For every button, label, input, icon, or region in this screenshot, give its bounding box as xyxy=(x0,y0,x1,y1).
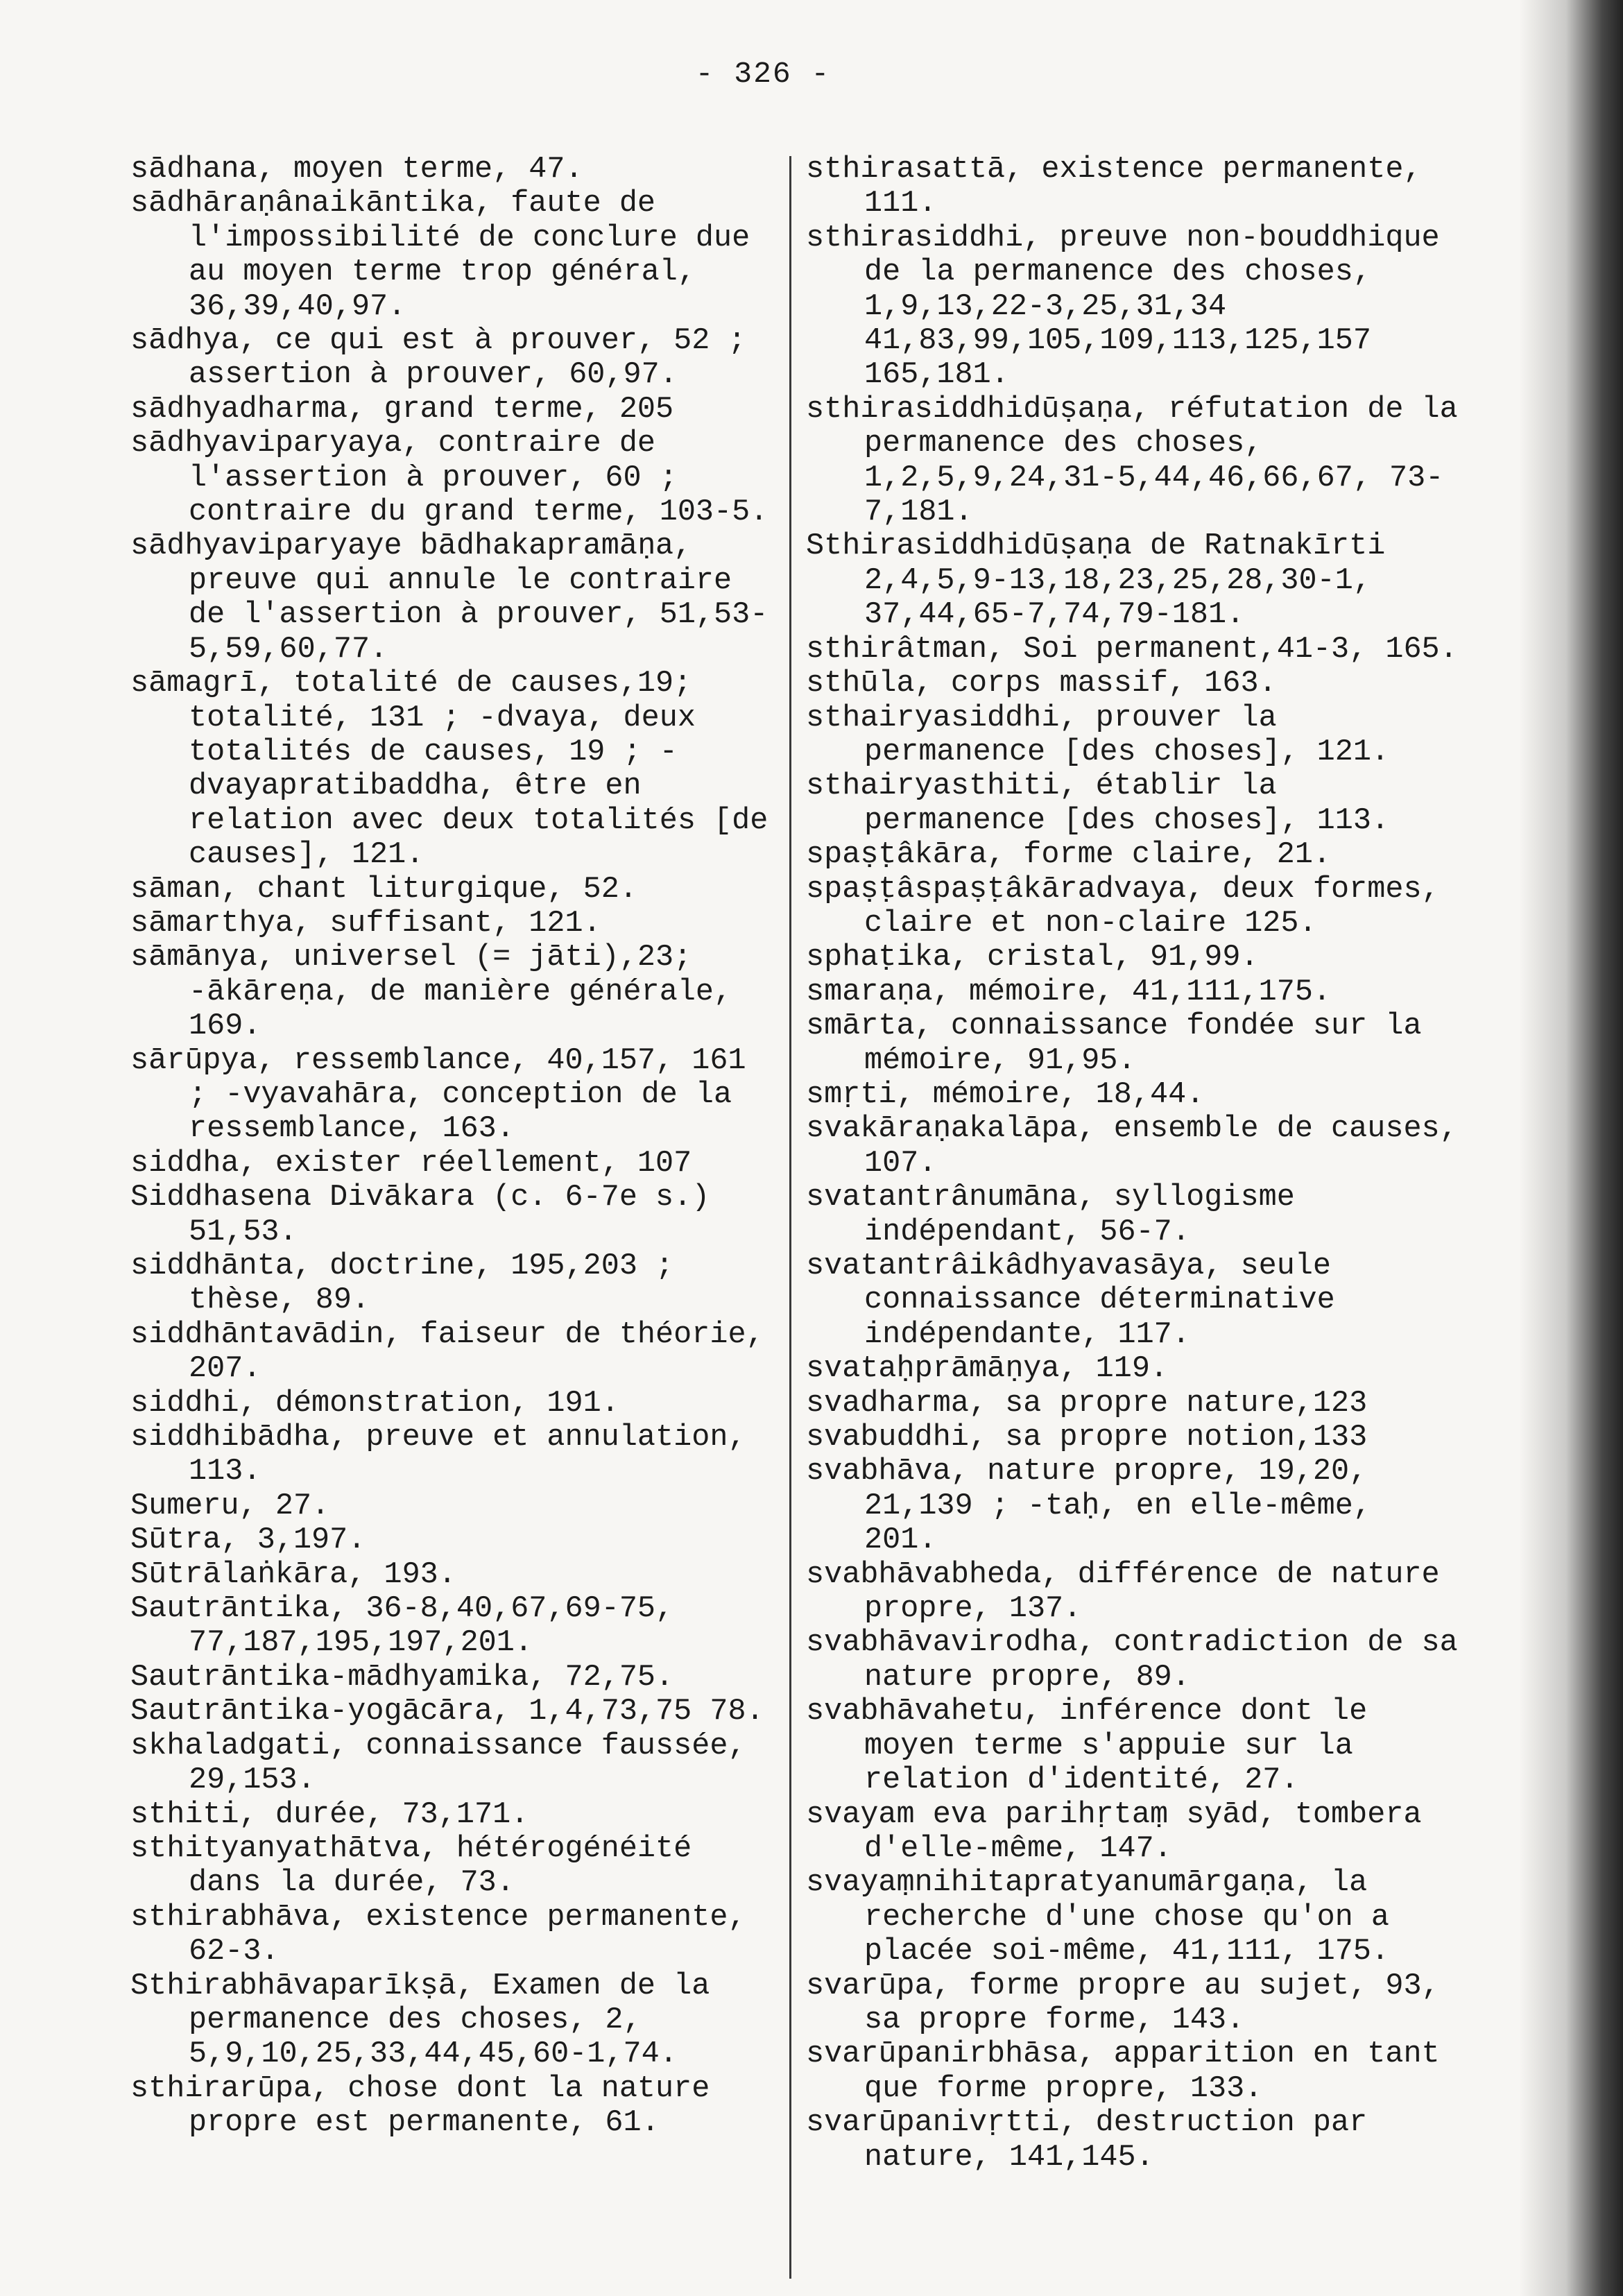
index-entry: sāmānya, universel (= jāti),23; -ākāreṇa, de manière générale, 169. xyxy=(130,941,732,1044)
index-entry: sādhāraṇânaikāntika, faute de l'impossibilité de conclure due au moyen terme trop général, 36,39,40,97. xyxy=(130,187,750,324)
column-divider xyxy=(789,156,791,2279)
index-entry: smārta, connaissance fondée sur la mémoire, 91,95. xyxy=(806,1009,1422,1078)
index-entry: svakāraṇakalāpa, ensemble de causes, 107. xyxy=(806,1112,1458,1181)
index-entry: smaraṇa, mémoire, 41,111,175. xyxy=(806,975,1332,1009)
index-entry: spaṣṭâspaṣṭâkāradvaya, deux formes, claire et non-claire 125. xyxy=(806,872,1440,941)
index-entry: svatantrânumāna, syllogisme indépendant, 56-7. xyxy=(806,1181,1295,1249)
index-entry: Sumeru, 27. xyxy=(130,1489,330,1523)
index-entry: sāmagrī, totalité de causes,19; totalité, 131 ; -dvaya, deux totalités de causes, 19 ; -dvayapratibaddha, être en relation avec deux totalités [de causes], 121. xyxy=(130,667,768,873)
index-entry: sthirarūpa, chose dont la nature propre est permanente, 61. xyxy=(130,2071,710,2141)
index-entry: sārūpya, ressemblance, 40,157, 161 ; -vyavahāra, conception de la ressemblance, 163. xyxy=(130,1043,746,1147)
index-entry: sādhyadharma, grand terme, 205 xyxy=(130,392,674,427)
index-entry: sthairyasthiti, établir la permanence [des choses], 113. xyxy=(806,769,1390,838)
index-entry: Sautrāntika-yogācāra, 1,4,73,75 78. xyxy=(130,1695,764,1729)
index-entry: sthairyasiddhi, prouver la permanence [des choses], 121. xyxy=(806,701,1390,769)
index-entry: siddhibādha, preuve et annulation, 113. xyxy=(130,1421,746,1489)
index-entry: siddhāntavādin, faiseur de théorie, 207. xyxy=(130,1317,764,1387)
index-entry: sādhya, ce qui est à prouver, 52 ; assertion à prouver, 60,97. xyxy=(130,324,746,393)
index-entry: sādhana, moyen terme, 47. xyxy=(130,153,583,187)
index-entry: sāmarthya, suffisant, 121. xyxy=(130,906,601,941)
index-column-right xyxy=(806,153,1458,2175)
page-edge-shadow xyxy=(1519,0,1623,2296)
index-entry: sthirasattā, existence permanente, 111. xyxy=(806,153,1422,221)
index-entry: Sautrāntika-mādhyamika, 72,75. xyxy=(130,1660,674,1695)
index-entry: svabhāva, nature propre, 19,20, 21,139 ; -taḥ, en elle-même, 201. xyxy=(806,1455,1371,1558)
index-column-left xyxy=(130,153,768,2141)
index-entry: siddhi, démonstration, 191. xyxy=(130,1386,619,1421)
index-entry: svataḥprāmāṇya, 119. xyxy=(806,1352,1169,1387)
index-entry: sthirasiddhidūṣaṇa, réfutation de la permanence des choses, 1,2,5,9,24,31-5,44,46,66,67, 73-7,181. xyxy=(806,392,1458,530)
index-entry: Sūtrālaṅkāra, 193. xyxy=(130,1557,456,1592)
index-entry: svarūpa, forme propre au sujet, 93, sa propre forme, 143. xyxy=(806,1969,1440,2037)
index-entry: skhaladgati, connaissance faussée, 29,153. xyxy=(130,1729,746,1798)
index-entry: sthityanyathātva, hétérogénéité dans la durée, 73. xyxy=(130,1831,692,1901)
index-entry: svatantrâikâdhyavasāya, seule connaissance déterminative indépendante, 117. xyxy=(806,1249,1335,1352)
index-entry: svabhāvabheda, différence de nature propre, 137. xyxy=(806,1557,1440,1627)
index-entry: svayam eva parihṛtaṃ syād, tombera d'elle-même, 147. xyxy=(806,1797,1422,1866)
index-entry: sthirasiddhi, preuve non-bouddhique de la permanence des choses, 1,9,13,22-3,25,31,34 41,83,99,105,109,113,125,157 165,181. xyxy=(806,221,1440,393)
index-entry: sphaṭika, cristal, 91,99. xyxy=(806,941,1259,975)
index-entry: Siddhasena Divākara (c. 6-7e s.) 51,53. xyxy=(130,1181,710,1249)
index-entry: sādhyaviparyaye bādhakapramāṇa, preuve qui annule le contraire de l'assertion à prouver, 51,53-5,59,60,77. xyxy=(130,529,768,667)
index-entry: Sthirasiddhidūṣaṇa de Ratnakīrti 2,4,5,9-13,18,23,25,28,30-1, 37,44,65-7,74,79-181. xyxy=(806,529,1386,633)
index-entry: svarūpanivṛtti, destruction par nature, 141,145. xyxy=(806,2106,1368,2175)
index-entry: svabuddhi, sa propre notion,133 xyxy=(806,1421,1368,1455)
index-entry: siddhānta, doctrine, 195,203 ; thèse, 89. xyxy=(130,1249,674,1318)
index-entry: sthirâtman, Soi permanent,41-3, 165. xyxy=(806,632,1458,667)
index-entry: svabhāvavirodha, contradiction de sa nature propre, 89. xyxy=(806,1626,1458,1695)
index-entry: spaṣṭâkāra, forme claire, 21. xyxy=(806,838,1332,873)
index-entry: svayaṃnihitapratyanumārgaṇa, la recherche d'une chose qu'on a placée soi-même, 41,111, 175. xyxy=(806,1866,1390,1969)
index-entry: svadharma, sa propre nature,123 xyxy=(806,1386,1368,1421)
index-entry: svarūpanirbhāsa, apparition en tant que forme propre, 133. xyxy=(806,2037,1440,2106)
index-entry: sāman, chant liturgique, 52. xyxy=(130,872,637,907)
index-entry: Sthirabhāvaparīkṣā, Examen de la permanence des choses, 2, 5,9,10,25,33,44,45,60-1,74. xyxy=(130,1969,710,2072)
page-number: - 326 - xyxy=(695,57,831,91)
index-entry: sthirabhāva, existence permanente, 62-3. xyxy=(130,1900,746,1969)
index-entry: siddha, exister réellement, 107 xyxy=(130,1146,692,1181)
index-entry: smṛti, mémoire, 18,44. xyxy=(806,1077,1205,1112)
index-entry: sādhyaviparyaya, contraire de l'assertion à prouver, 60 ; contraire du grand terme, 103-5. xyxy=(130,427,768,530)
index-entry: svabhāvahetu, inférence dont le moyen terme s'appuie sur la relation d'identité, 27. xyxy=(806,1695,1368,1798)
index-entry: Sautrāntika, 36-8,40,67,69-75, 77,187,195,197,201. xyxy=(130,1592,674,1661)
index-entry: sthiti, durée, 73,171. xyxy=(130,1797,529,1832)
index-entry: sthūla, corps massif, 163. xyxy=(806,667,1277,701)
index-entry: Sūtra, 3,197. xyxy=(130,1523,366,1558)
